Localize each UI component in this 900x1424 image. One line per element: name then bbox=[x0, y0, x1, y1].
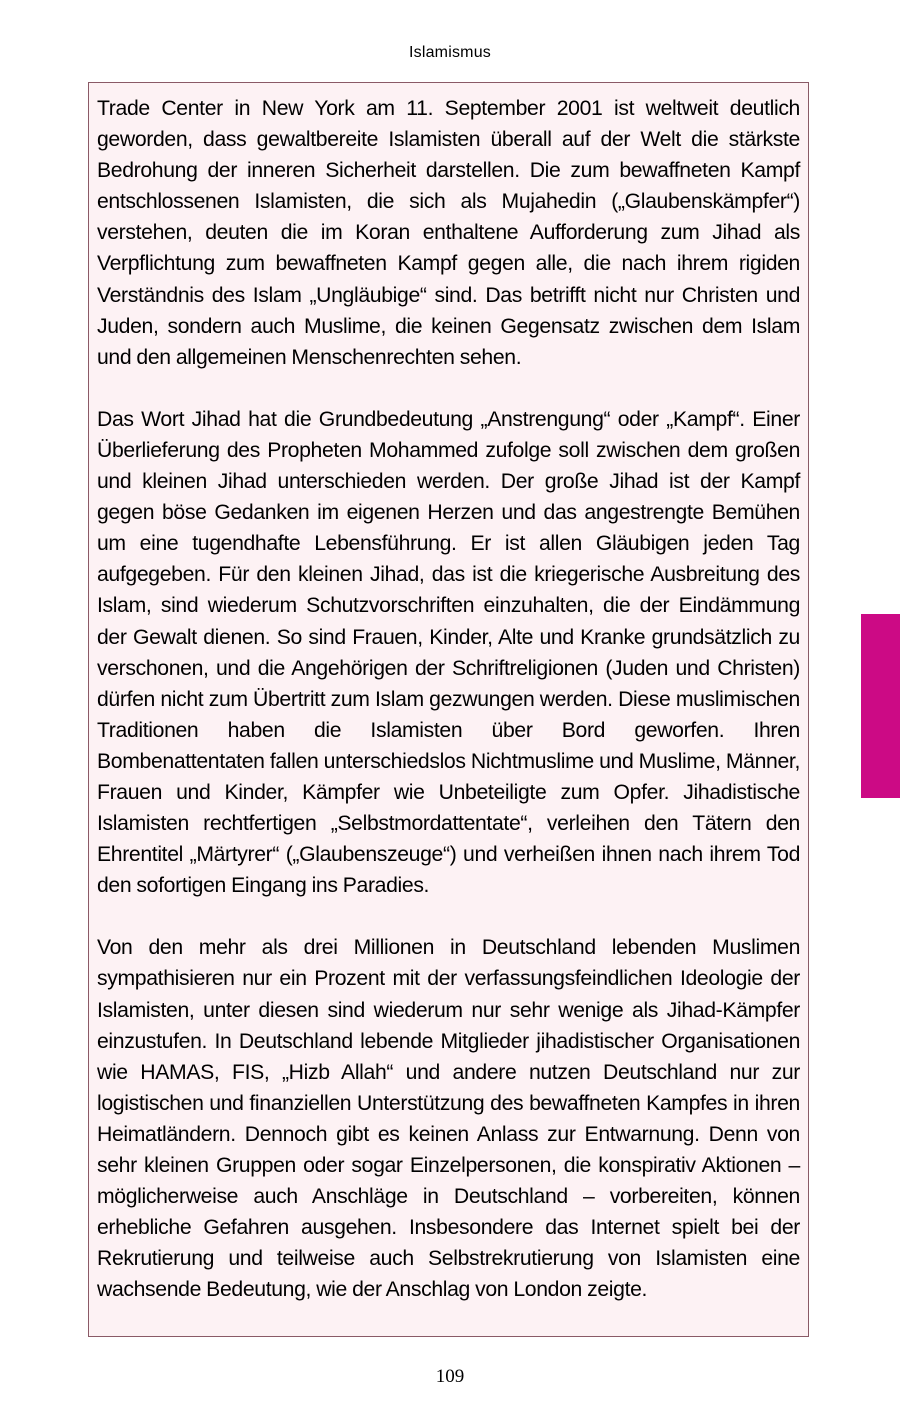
page-number: 109 bbox=[435, 1366, 465, 1387]
paragraph-2: Das Wort Jihad hat die Grundbedeutung „Anstrengung“ oder „Kampf“. Einer Überlieferung des Propheten Mohammed zufolge soll zwischen dem großen und kleinen Jihad unterschieden werden. Der große Jihad ist der Kampf gegen böse Gedanken im eigenen Herzen und das angestrengte Bemühen um eine tugendhafte Lebensführung. Er ist allen Gläubigen jeden Tag aufgegeben. Für den kleinen Jihad, das ist die kriegerische Ausbreitung des Islam, sind wiederum Schutzvorschriften einzuhalten, die der Eindämmung der Gewalt dienen. So sind Frauen, Kinder, Alte und Kranke grundsätzlich zu verschonen, und die Angehörigen der Schriftreligionen (Juden und Christen) dürfen nicht zum Übertritt zum Islam gezwungen werden. Diese muslimischen Traditionen haben die Islamisten über Bord geworfen. Ihren Bombenattentaten fallen unterschiedslos Nichtmuslime und Muslime, Männer, Frauen und Kinder, Kämpfer wie Unbeteiligte zum Opfer. Jihadistische Islamisten rechtfertigen „Selbstmordattentate“, verleihen den Tätern den Ehrentitel „Märtyrer“ („Glaubenszeuge“) und verheißen ihnen nach ihrem Tod den sofortigen Eingang ins Paradies. bbox=[97, 407, 800, 898]
text-box bbox=[88, 82, 809, 1337]
paragraph-1: Trade Center in New York am 11. September 2001 ist weltweit deutlich geworden, dass gewaltbereite Islamisten überall auf der Welt die stärkste Bedrohung der inneren Sicherheit darstellen. Die zum bewaffneten Kampf entschlossenen Islamisten, die sich als Mujahedin („Glaubenskämpfer“) verstehen, deuten die im Koran enthaltene Aufforderung zum Jihad als Verpflichtung zum bewaffneten Kampf gegen alle, die nach ihrem rigiden Verständnis des Islam „Ungläubige“ sind. Das betrifft nicht nur Christen und Juden, sondern auch Muslime, die keinen Gegensatz zwischen dem Islam und den allgemeinen Menschenrechten sehen. bbox=[97, 97, 800, 369]
chapter-tab-marker bbox=[861, 614, 900, 798]
paragraph-3: Von den mehr als drei Millionen in Deutschland lebenden Muslimen sympathisieren nur ein Prozent mit der verfassungsfeindlichen Ideologie der Islamisten, unter diesen sind wiederum nur sehr wenige als Jihad-Kämpfer einzustufen. In Deutschland lebende Mitglieder jihadistischer Organisationen wie HAMAS, FIS, „Hizb Allah“ und andere nutzen Deutschland nur zur logistischen und finanziellen Unterstützung des bewaffneten Kampfes in ihren Heimatländern. Dennoch gibt es keinen Anlass zur Entwarnung. Denn von sehr kleinen Gruppen oder sogar Einzelpersonen, die konspirativ Aktionen – möglicherweise auch Anschläge in Deutschland – vorbereiten, können erhebliche Gefahren ausgehen. Insbesondere das Internet spielt bei der Rekrutierung und teilweise auch Selbstrekrutierung von Islamisten eine wachsende Bedeutung, wie der Anschlag von London zeigte. bbox=[97, 936, 800, 1302]
running-header: Islamismus bbox=[408, 44, 491, 61]
